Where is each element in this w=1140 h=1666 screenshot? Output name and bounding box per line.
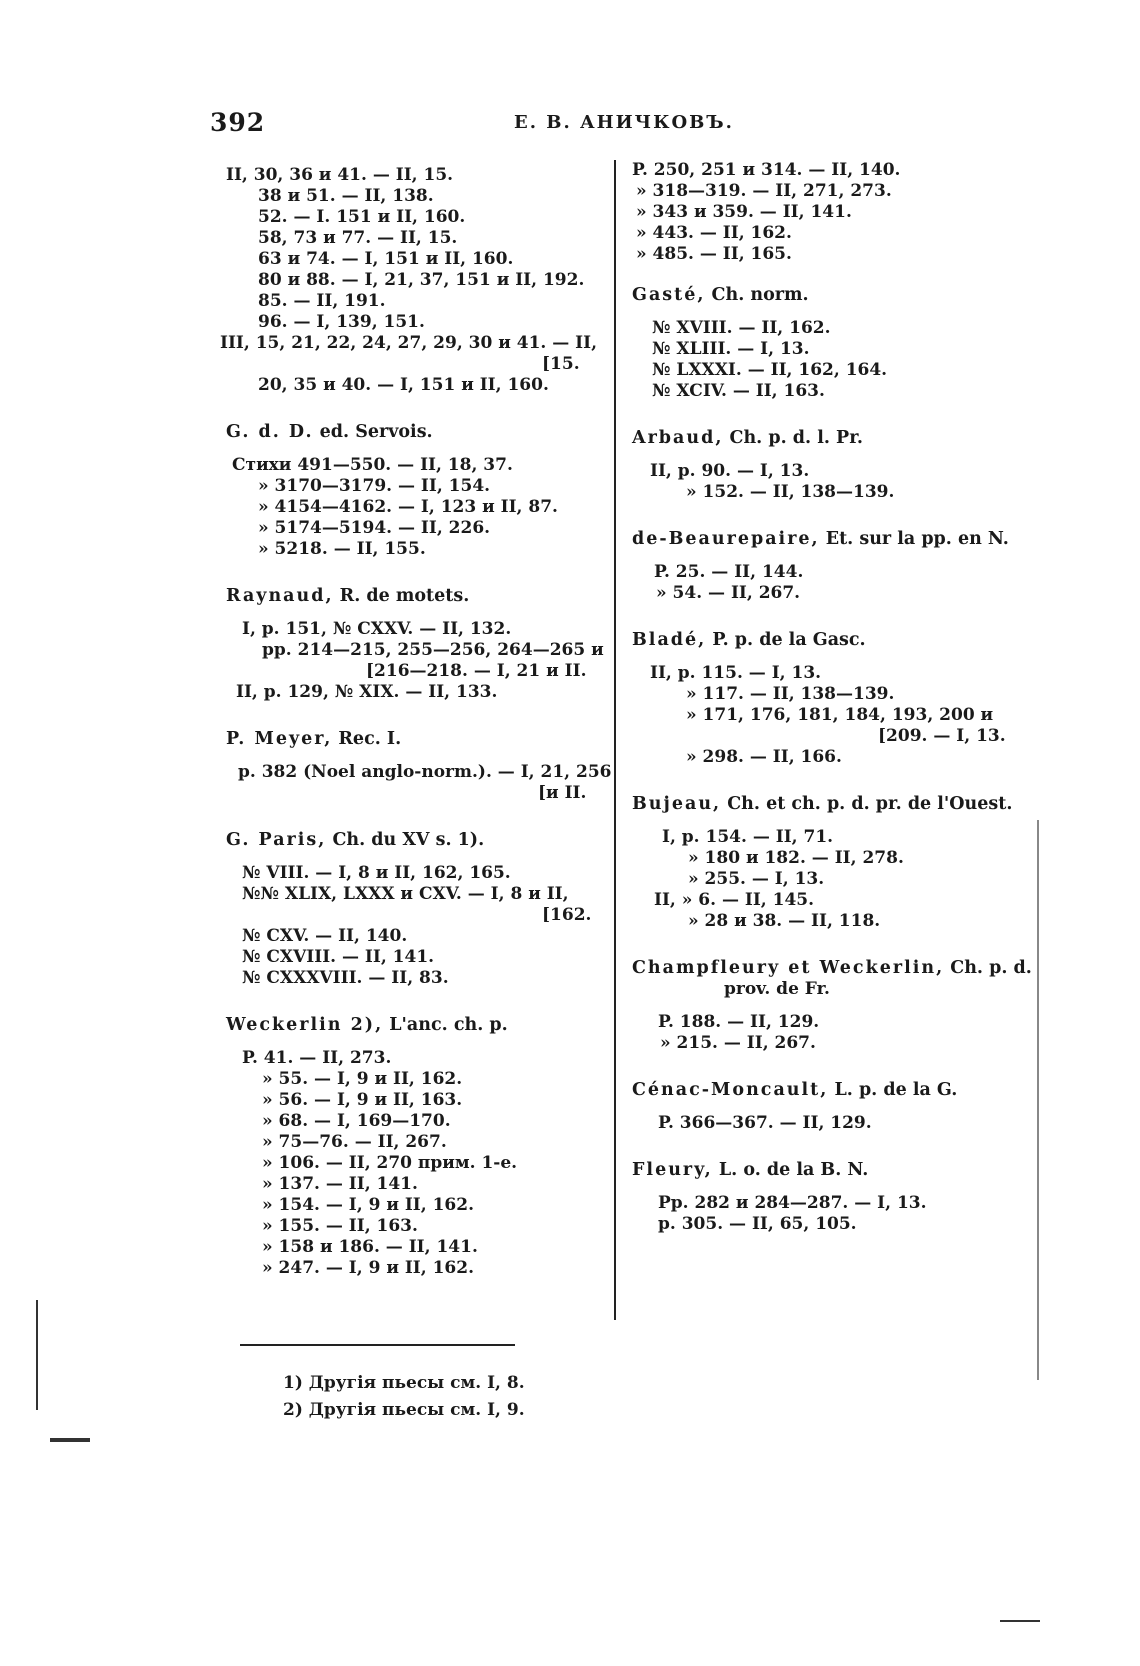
spacer	[226, 560, 611, 586]
index-entry: » 343 и 359. — II, 141.	[636, 202, 852, 222]
spacer	[632, 932, 1042, 958]
left-column	[220, 165, 612, 1279]
index-entry: 20, 35 и 40. — I, 151 и II, 160.	[258, 375, 549, 395]
index-entry: Стихи 491—550. — II, 18, 37.	[232, 455, 513, 475]
source-heading	[632, 794, 1042, 815]
index-entry: 52. — I. 151 и II, 160.	[258, 207, 466, 227]
source-author: G. Paris,	[226, 830, 327, 850]
index-entry: II, p. 129, № XIX. — II, 133.	[236, 682, 498, 702]
spacer	[632, 1000, 1042, 1012]
source-author: de-Beaurepaire,	[632, 529, 820, 549]
index-entry: » 117. — II, 138—139.	[686, 684, 895, 704]
spacer	[632, 1054, 1042, 1080]
index-entry: » 298. — II, 166.	[686, 747, 842, 767]
index-entry: pp. 214—215, 255—256, 264—265 и	[262, 640, 604, 660]
index-entry: » 215. — II, 267.	[660, 1033, 816, 1053]
page-number: 392	[210, 108, 266, 137]
source-heading	[632, 285, 1042, 306]
right-column	[632, 160, 1042, 1235]
source-heading	[226, 830, 611, 851]
source-title: Ch. p. d. l. Pr.	[723, 428, 863, 448]
source-author: Raynaud,	[226, 586, 334, 606]
index-entry: 80 и 88. — I, 21, 37, 151 и II, 192.	[258, 270, 585, 290]
footnotes	[283, 1370, 525, 1424]
source-author: P. Meyer,	[226, 729, 333, 749]
source-author: Bujeau,	[632, 794, 722, 814]
spacer	[226, 607, 611, 619]
spacer	[226, 1036, 611, 1048]
source-author: G. d. D.	[226, 422, 314, 442]
index-entry: » 5174—5194. — II, 226.	[258, 518, 491, 538]
scan-mark	[36, 1300, 38, 1410]
index-entry: » 137. — II, 141.	[262, 1174, 418, 1194]
spacer	[226, 804, 611, 830]
scan-mark	[50, 1438, 90, 1442]
index-entry: № XCIV. — II, 163.	[652, 381, 825, 401]
index-entry: P. 188. — II, 129.	[658, 1012, 820, 1032]
index-entry: [и II.	[538, 783, 587, 803]
index-entry: prov. de Fr.	[724, 979, 830, 999]
source-heading	[632, 1080, 1042, 1101]
index-entry: » 75—76. — II, 267.	[262, 1132, 447, 1152]
spacer	[632, 651, 1042, 663]
spacer	[226, 851, 611, 863]
index-entry: » 4154—4162. — I, 123 и II, 87.	[258, 497, 558, 517]
index-entry: Pp. 282 и 284—287. — I, 13.	[658, 1193, 927, 1213]
source-title: P. p. de la Gasc.	[706, 630, 866, 650]
source-heading	[632, 630, 1042, 651]
source-author: Weckerlin 2),	[226, 1015, 384, 1035]
source-title: Rec. I.	[332, 729, 402, 749]
index-entry: » 28 и 38. — II, 118.	[688, 911, 881, 931]
source-title: Ch. norm.	[705, 285, 809, 305]
source-heading	[632, 529, 1042, 550]
index-entry: » 55. — I, 9 и II, 162.	[262, 1069, 463, 1089]
index-entry: » 106. — II, 270 прим. 1-е.	[262, 1153, 518, 1173]
source-author: Cénac-Moncault,	[632, 1080, 829, 1100]
index-entry: » 152. — II, 138—139.	[686, 482, 895, 502]
source-title: Ch. et ch. p. d. pr. de l'Ouest.	[721, 794, 1013, 814]
spacer	[226, 396, 611, 422]
index-entry: » 180 и 182. — II, 278.	[688, 848, 904, 868]
index-entry: II, 30, 36 и 41. — II, 15.	[226, 165, 454, 185]
index-entry: » 56. — I, 9 и II, 163.	[262, 1090, 463, 1110]
spacer	[632, 449, 1042, 461]
source-title: L'anc. ch. p.	[383, 1015, 508, 1035]
spacer	[632, 768, 1042, 794]
source-title: ed. Servois.	[313, 422, 433, 442]
index-entry: » 154. — I, 9 и II, 162.	[262, 1195, 474, 1215]
index-entry: » 255. — I, 13.	[688, 869, 825, 889]
index-entry: [209. — I, 13.	[878, 726, 1006, 746]
index-entry: P. 250, 251 и 314. — II, 140.	[632, 160, 901, 180]
index-entry: № XLIII. — I, 13.	[652, 339, 810, 359]
index-entry: 58, 73 и 77. — II, 15.	[258, 228, 458, 248]
index-entry: 63 и 74. — I, 151 и II, 160.	[258, 249, 514, 269]
source-heading	[226, 586, 611, 607]
spacer	[632, 265, 1042, 285]
index-entry: » 171, 176, 181, 184, 193, 200 и	[686, 705, 994, 725]
source-author: Arbaud,	[632, 428, 724, 448]
index-entry: 96. — I, 139, 151.	[258, 312, 425, 332]
index-entry: p. 305. — II, 65, 105.	[658, 1214, 857, 1234]
spacer	[632, 503, 1042, 529]
footnote: 2) Другія пьесы см. I, 9.	[283, 1400, 525, 1420]
spacer	[632, 1101, 1042, 1113]
source-title: L. o. de la B. N.	[712, 1160, 869, 1180]
column-divider	[614, 160, 616, 1320]
index-entry: [216—218. — I, 21 и II.	[366, 661, 587, 681]
index-entry: » 247. — I, 9 и II, 162.	[262, 1258, 474, 1278]
spacer	[632, 1181, 1042, 1193]
footnote: 1) Другія пьесы см. I, 8.	[283, 1373, 525, 1393]
source-heading	[632, 1160, 1042, 1181]
index-entry: » 54. — II, 267.	[656, 583, 801, 603]
index-entry: p. 382 (Noel anglo-norm.). — I, 21, 256	[238, 762, 612, 782]
spacer	[632, 306, 1042, 318]
source-heading	[226, 729, 611, 750]
index-entry: I, p. 151, № CXXV. — II, 132.	[242, 619, 512, 639]
index-entry: » 68. — I, 169—170.	[262, 1111, 451, 1131]
source-title: Ch. du XV s. 1).	[326, 830, 485, 850]
scan-mark	[1000, 1620, 1040, 1622]
index-entry: » 485. — II, 165.	[636, 244, 792, 264]
index-entry: » 318—319. — II, 271, 273.	[636, 181, 892, 201]
spacer	[632, 815, 1042, 827]
index-entry: 38 и 51. — II, 138.	[258, 186, 434, 206]
index-entry: II, p. 90. — I, 13.	[650, 461, 810, 481]
source-heading	[632, 958, 1042, 979]
index-entry: [15.	[542, 354, 580, 374]
index-entry: » 155. — II, 163.	[262, 1216, 418, 1236]
source-heading	[226, 1015, 611, 1036]
source-title: R. de motets.	[333, 586, 470, 606]
index-entry: » 3170—3179. — II, 154.	[258, 476, 491, 496]
index-entry: II, » 6. — II, 145.	[654, 890, 815, 910]
index-entry: № CXXXVIII. — II, 83.	[242, 968, 449, 988]
spacer	[632, 402, 1042, 428]
index-entry: III, 15, 21, 22, 24, 27, 29, 30 и 41. — II,	[220, 333, 597, 353]
source-title: Ch. p. d.	[944, 958, 1032, 978]
source-author: Bladé,	[632, 630, 707, 650]
index-entry: № CXVIII. — II, 141.	[242, 947, 435, 967]
index-entry: I, p. 154. — II, 71.	[662, 827, 834, 847]
scan-mark	[1037, 820, 1039, 1380]
index-entry: [162.	[542, 905, 592, 925]
index-entry: № LXXXI. — II, 162, 164.	[652, 360, 888, 380]
spacer	[226, 443, 611, 455]
index-entry: 85. — II, 191.	[258, 291, 386, 311]
index-entry: № XVIII. — II, 162.	[652, 318, 831, 338]
index-entry: » 5218. — II, 155.	[258, 539, 426, 559]
source-heading	[632, 428, 1042, 449]
source-heading	[226, 422, 611, 443]
spacer	[632, 1134, 1042, 1160]
index-entry: №№ XLIX, LXXX и CXV. — I, 8 и II,	[242, 884, 569, 904]
spacer	[632, 604, 1042, 630]
spacer	[226, 750, 611, 762]
footnote-divider	[240, 1344, 515, 1346]
index-entry: P. 366—367. — II, 129.	[658, 1113, 872, 1133]
index-entry: P. 41. — II, 273.	[242, 1048, 392, 1068]
spacer	[632, 550, 1042, 562]
running-title: Е. В. АНИЧКОВЪ.	[514, 112, 734, 133]
index-entry: » 443. — II, 162.	[636, 223, 792, 243]
index-entry: № CXV. — II, 140.	[242, 926, 408, 946]
spacer	[226, 703, 611, 729]
source-author: Gasté,	[632, 285, 706, 305]
index-entry: P. 25. — II, 144.	[654, 562, 804, 582]
source-author: Fleury,	[632, 1160, 713, 1180]
source-title: L. p. de la G.	[828, 1080, 958, 1100]
source-author: Champfleury et Weckerlin,	[632, 958, 945, 978]
spacer	[226, 989, 611, 1015]
index-entry: № VIII. — I, 8 и II, 162, 165.	[242, 863, 511, 883]
index-entry: II, p. 115. — I, 13.	[650, 663, 822, 683]
source-title: Et. sur la pp. en N.	[819, 529, 1009, 549]
index-entry: » 158 и 186. — II, 141.	[262, 1237, 478, 1257]
